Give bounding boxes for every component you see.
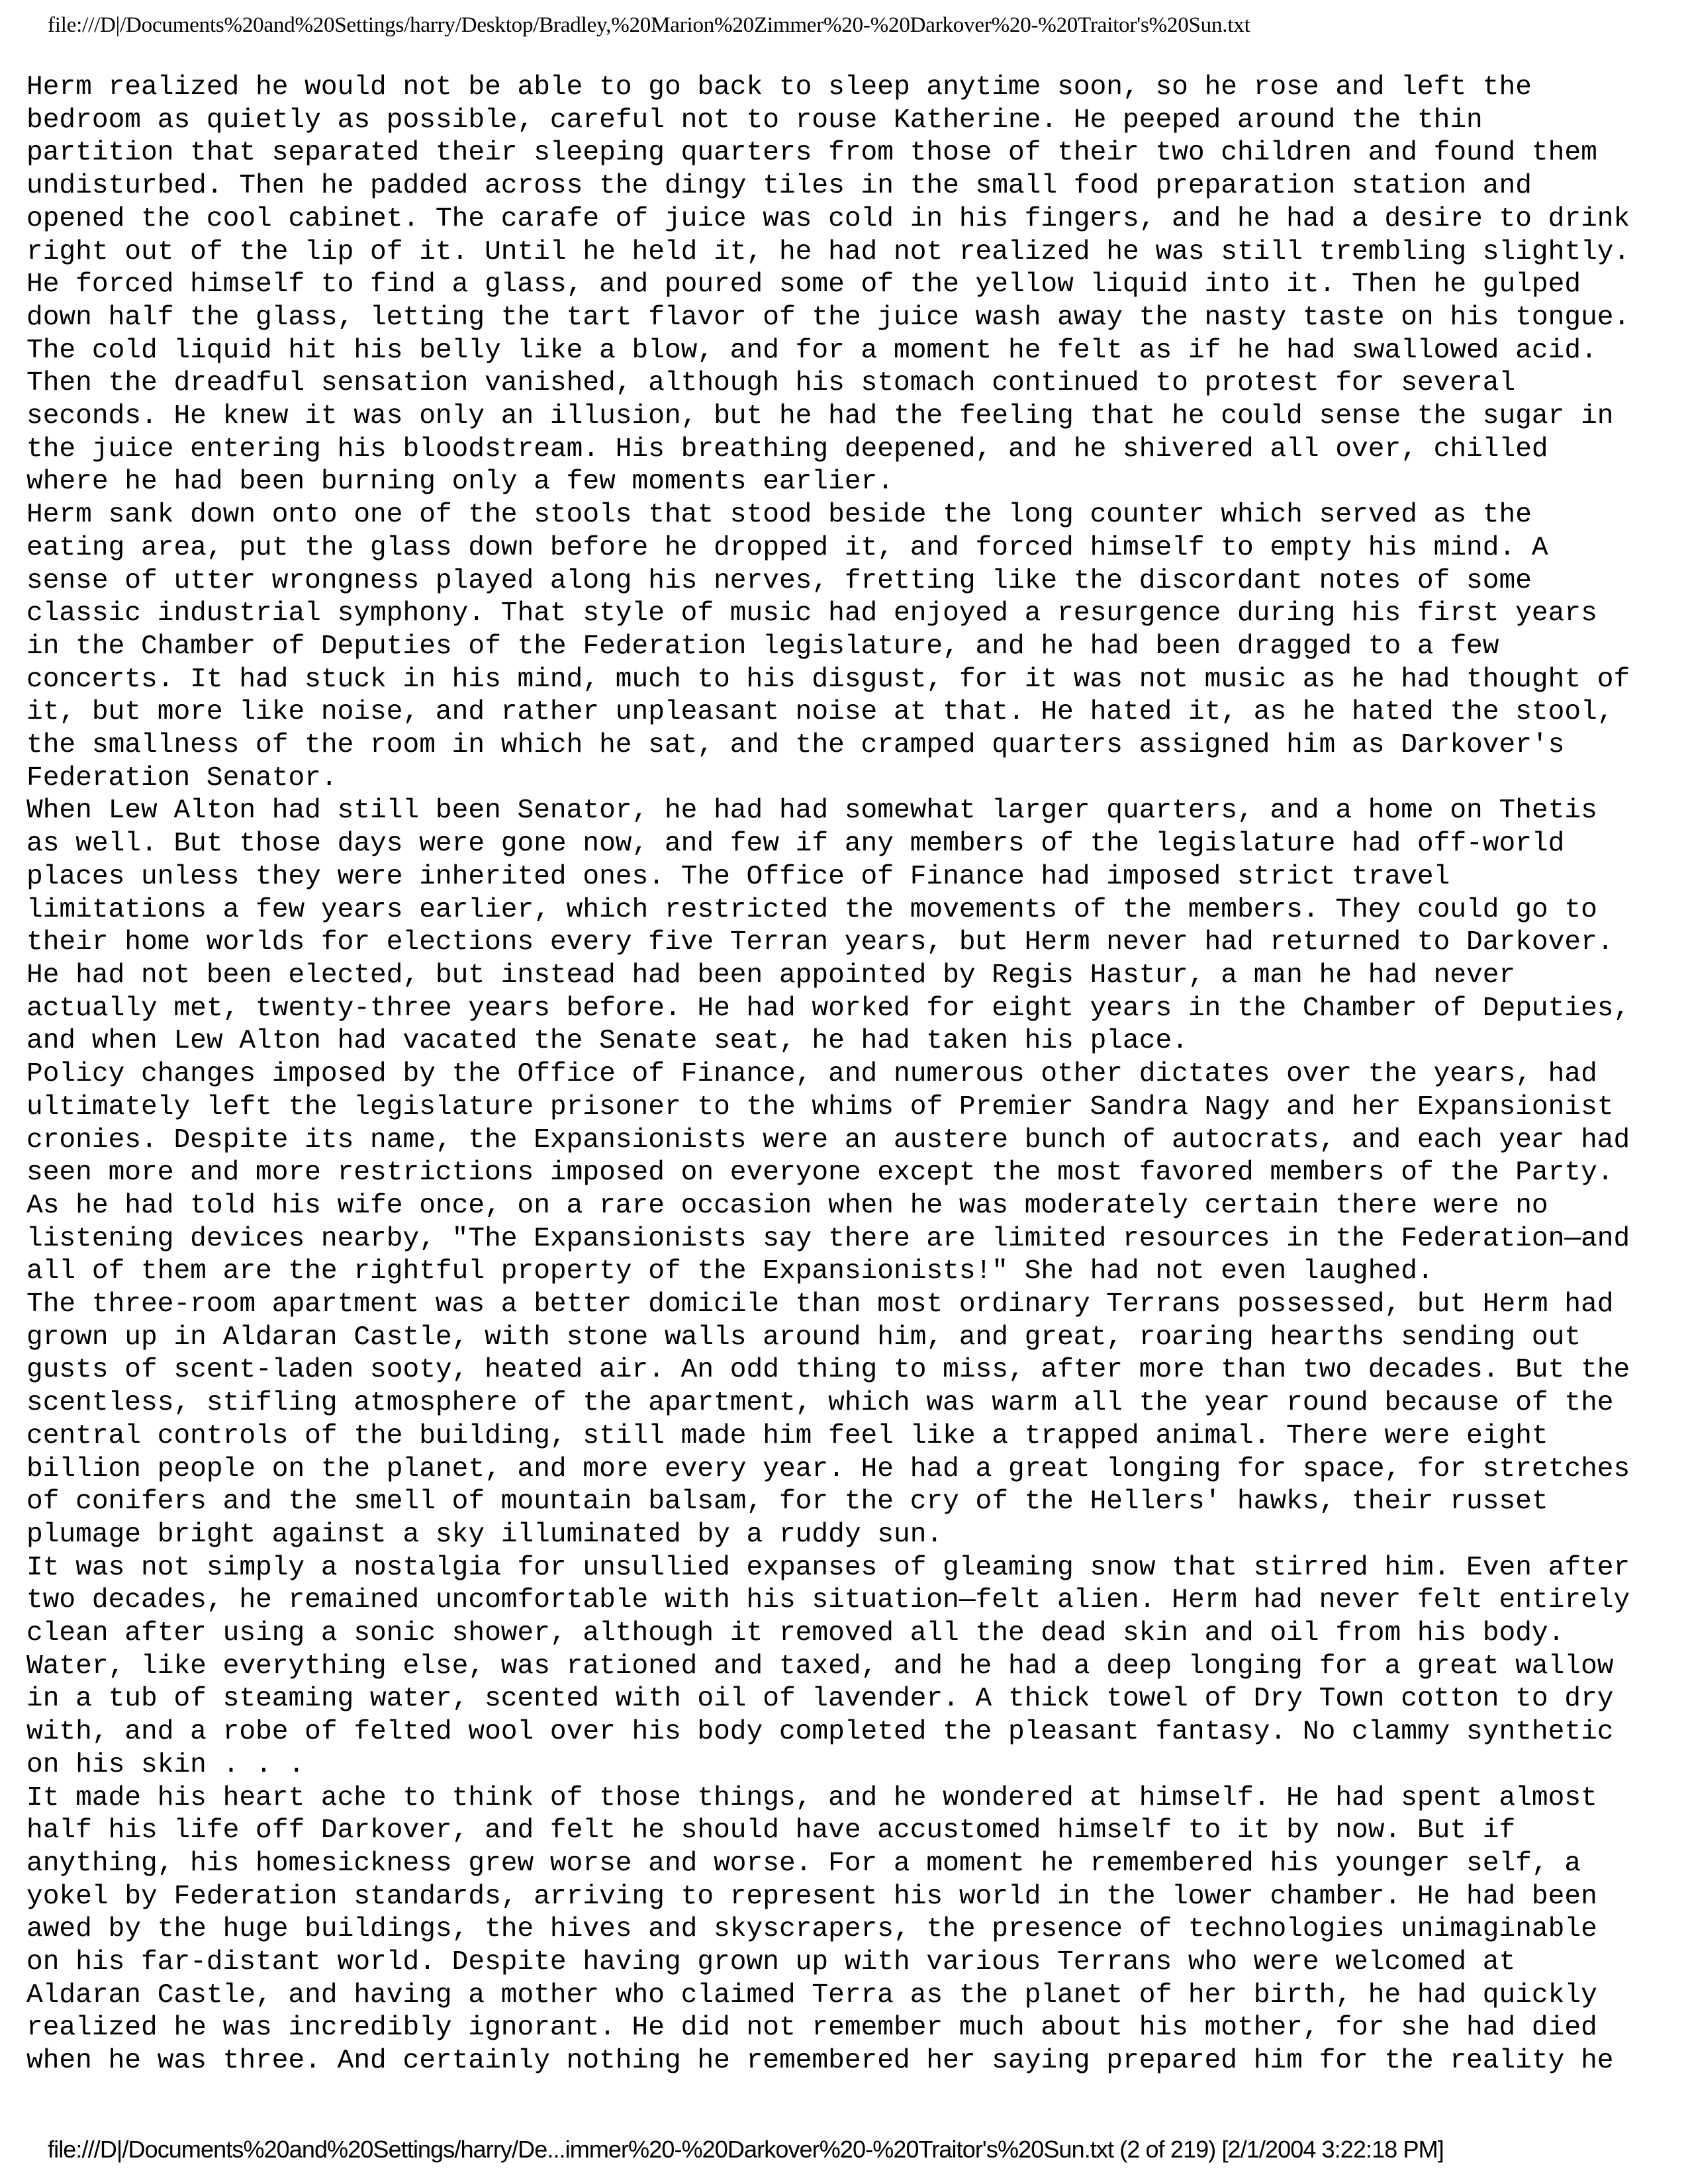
- footer-file-path: file:///D|/Documents%20and%20Settings/harry/De...immer%20-%20Darkover%20-%20Traitor's%20Sun.txt: [48, 2136, 1114, 2163]
- page-footer: [48, 2134, 1663, 2165]
- paragraph: Policy changes imposed by the Office of Finance, and numerous other dictates over the years, had ultimately left the legislature prisoner to the whims of Premier Sandra Nagy and her Expansionist cronies. Despite its name, the Expansionists were an austere bunch of autocrats, and each year had seen more and more restrictions imposed on everyone except the most favored members of the Party. As he had told his wife once, on a rare occasion when he was moderately certain there were no listening devices nearby, "The Expansionists say there are limited resources in the Federation—and all of them are the rightful property of the Expansionists!" She had not even laughed.: [26, 1059, 1630, 1287]
- page-header: [48, 9, 1650, 41]
- paragraph: When Lew Alton had still been Senator, he had had somewhat larger quarters, and a home on Thetis as well. But those days were gone now, and few if any members of the legislature had off-world places unless they were inherited ones. The Office of Finance had imposed strict travel limitations a few years earlier, which restricted the movements of the members. They could go to their home worlds for elections every five Terran years, but Herm never had returned to Darkover. He had not been elected, but instead had been appointed by Regis Hastur, a man he had never actually met, twenty-three years before. He had worked for eight years in the Chamber of Deputies, and when Lew Alton had vacated the Senate seat, he had taken his place.: [26, 796, 1630, 1057]
- paragraph: Herm sank down onto one of the stools that stood beside the long counter which served as the eating area, put the glass down before he dropped it, and forced himself to empty his mind. A sense of utter wrongness played along his nerves, fretting like the discordant notes of some classic industrial symphony. That style of music had enjoyed a resurgence during his first years in the Chamber of Deputies of the Federation legislature, and he had been dragged to a few concerts. It had stuck in his mind, much to his disgust, for it was not music as he had thought of it, but more like noise, and rather unpleasant noise at that. He hated it, as he hated the stool, the smallness of the room in which he sat, and the cramped quarters assigned him as Darkover's Federation Senator.: [26, 500, 1630, 794]
- paragraph: It was not simply a nostalgia for unsullied expanses of gleaming snow that stirred him. Even after two decades, he remained uncomfortable with his situation—felt alien. Herm had never felt entirely clean after using a sonic shower, although it removed all the dead skin and oil from his body. Water, like everything else, was rationed and taxed, and he had a deep longing for a great wallow in a tub of steaming water, scented with oil of lavender. A thick towel of Dry Town cotton to dry with, and a robe of felted wool over his body completed the pleasant fantasy. No clammy synthetic on his skin . . .: [26, 1552, 1630, 1780]
- paragraph: It made his heart ache to think of those things, and he wondered at himself. He had spent almost half his life off Darkover, and felt he should have accustomed himself to it by now. But if anything, his homesickness grew worse and worse. For a moment he remembered his younger self, a yokel by Federation standards, arriving to represent his world in the lower chamber. He had been awed by the huge buildings, the hives and skyscrapers, the presence of technologies unimaginable on his far-distant world. Despite having grown up with various Terrans who were welcomed at Aldaran Castle, and having a mother who claimed Terra as the planet of her birth, he had quickly realized he was incredibly ignorant. He did not remember much about his mother, for she had died when he was three. And certainly nothing he remembered her saying prepared him for the reality he: [26, 1782, 1614, 2077]
- paragraph: Herm realized he would not be able to go back to sleep anytime soon, so he rose and left the bedroom as quietly as possible, careful not to rouse Katherine. He peeped around the thin partition that separated their sleeping quarters from those of their two children and found them undisturbed. Then he padded across the dingy tiles in the small food preparation station and opened the cool cabinet. The carafe of juice was cold in his fingers, and he had a desire to drink right out of the lip of it. Until he held it, he had not realized he was still trembling slightly. He forced himself to find a glass, and poured some of the yellow liquid into it. Then he gulped down half the glass, letting the tart flavor of the juice wash away the nasty taste on his tongue. The cold liquid hit his belly like a blow, and for a moment he felt as if he had swallowed acid. Then the dreadful sensation vanished, although his stomach continued to protest for several seconds. He knew it was only an illusion, but he had the feeling that he could sense the sugar in the juice entering his bloodstream. His breathing deepened, and he shivered all over, chilled where he had been burning only a few moments earlier.: [26, 72, 1630, 498]
- paragraph: The three-room apartment was a better domicile than most ordinary Terrans possessed, but Herm had grown up in Aldaran Castle, with stone walls around him, and great, roaring hearths sending out gusts of scent-laden sooty, heated air. An odd thing to miss, after more than two decades. But the scentless, stifling atmosphere of the apartment, which was warm all the year round because of the central controls of the building, still made him feel like a trapped animal. There were eight billion people on the planet, and more every year. He had a great longing for space, for stretches of conifers and the smell of mountain balsam, for the cry of the Hellers' hawks, their russet plumage bright against a sky illuminated by a ruddy sun.: [26, 1289, 1630, 1550]
- footer-page-info: (2 of 219): [1119, 2136, 1216, 2163]
- footer-timestamp: [2/1/2004 3:22:18 PM]: [1221, 2136, 1444, 2163]
- document-body: [26, 71, 1668, 2078]
- header-file-path: file:///D|/Documents%20and%20Settings/harry/Desktop/Bradley,%20Marion%20Zimmer%20-%20Darkover%20-%20Traitor's%20Sun.txt: [48, 13, 1250, 37]
